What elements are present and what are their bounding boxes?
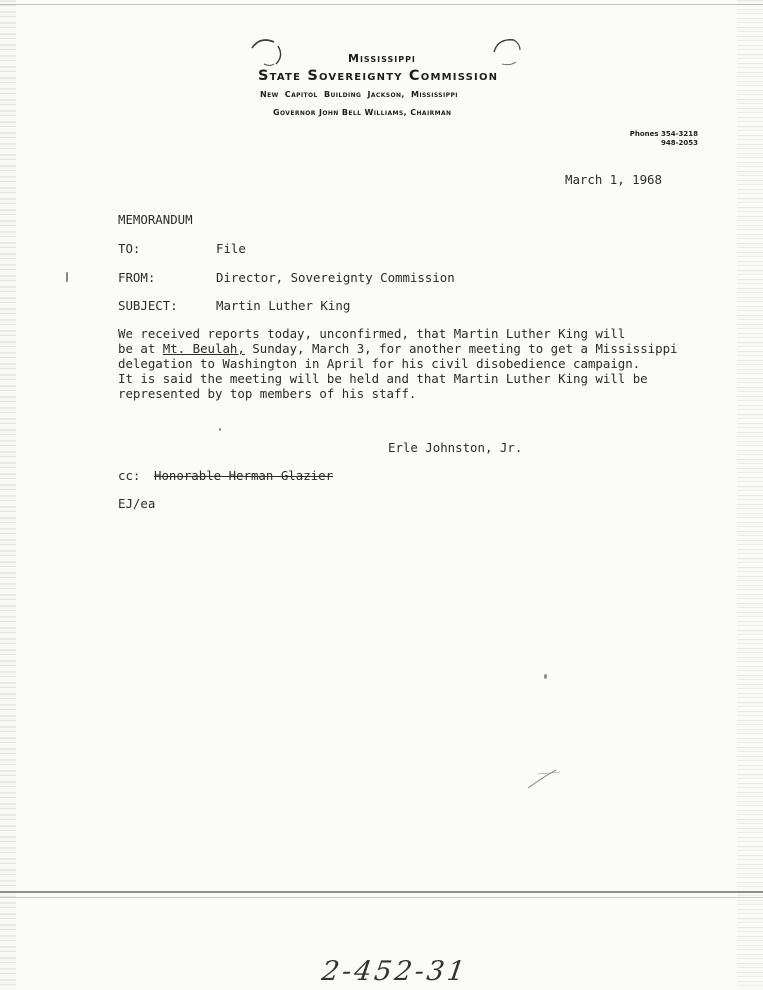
subject-label: SUBJECT: xyxy=(118,298,178,313)
scan-speck xyxy=(219,428,221,431)
scan-speck xyxy=(544,674,547,679)
letterhead-governor: Governor John Bell Williams, Chairman xyxy=(273,108,452,117)
scan-edge-right xyxy=(737,0,763,990)
typist-initials: EJ/ea xyxy=(118,496,156,511)
memo-heading: MEMORANDUM xyxy=(118,212,193,227)
memo-date: March 1, 1968 xyxy=(565,172,662,187)
from-label: FROM: xyxy=(118,270,156,285)
scan-edge-left xyxy=(0,0,16,990)
body-line-2-pre: be at xyxy=(118,341,163,356)
scan-speck xyxy=(66,272,68,282)
body-line-4: It is said the meeting will be held and that Martin Luther King will be xyxy=(118,371,648,386)
body-line-5: represented by top members of his staff. xyxy=(118,386,417,401)
seal-right-icon xyxy=(490,34,524,70)
phones-line-secondary: 948-2053 xyxy=(661,139,698,147)
body-line-2 xyxy=(118,341,678,356)
letterhead-address: New Capitol Building Jackson, Mississippi xyxy=(260,90,458,99)
scan-top-rule xyxy=(0,4,763,5)
letterhead-phones xyxy=(614,130,698,148)
scan-bottom-rule xyxy=(0,891,763,893)
scan-scribble-icon xyxy=(526,764,566,794)
letterhead-commission: State Sovereignty Commission xyxy=(258,68,499,84)
memo-body xyxy=(118,326,678,401)
to-label: TO: xyxy=(118,241,141,256)
cc-value: Honorable Herman Glazier xyxy=(154,468,334,483)
body-line-3: delegation to Washington in April for his civil disobedience campaign. xyxy=(118,356,641,371)
handwritten-file-number: 2-452-31 xyxy=(319,956,470,987)
signature-name: Erle Johnston, Jr. xyxy=(388,440,523,455)
body-line-1: We received reports today, unconfirmed, that Martin Luther King will xyxy=(118,326,626,341)
subject-value: Martin Luther King xyxy=(216,298,351,313)
from-value: Director, Sovereignty Commission xyxy=(216,270,455,285)
place-name-underlined: Mt. Beulah, xyxy=(162,341,245,356)
letterhead-state: Mississippi xyxy=(348,52,416,65)
cc-label: cc: xyxy=(118,468,141,483)
phones-line-primary: Phones 354-3218 xyxy=(629,130,698,138)
to-value: File xyxy=(216,241,246,256)
scan-bottom-rule-secondary xyxy=(0,897,763,898)
body-line-2-post: Sunday, March 3, for another meeting to get a Mississippi xyxy=(244,341,678,356)
